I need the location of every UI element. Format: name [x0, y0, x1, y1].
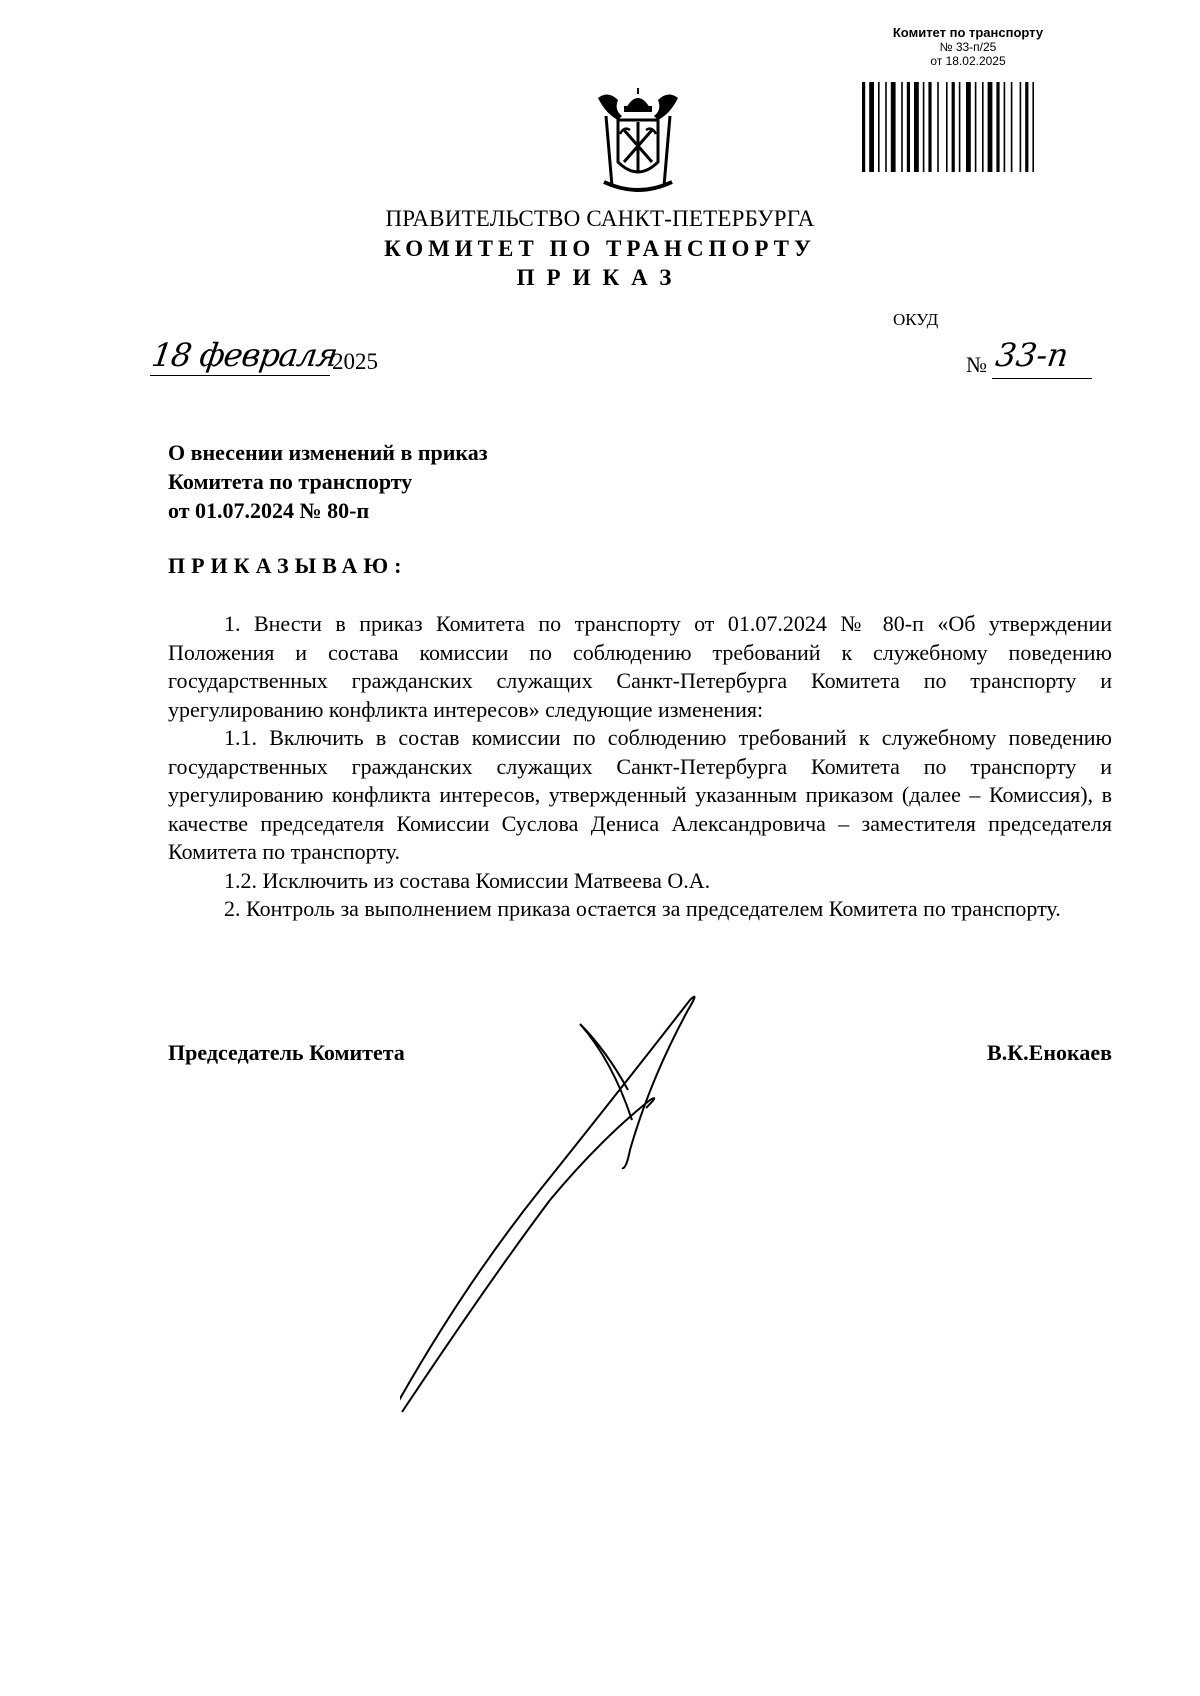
stamp-reg-number: № 33-п/25 — [939, 40, 997, 54]
barcode-bar — [1032, 82, 1034, 172]
coat-of-arms-icon — [588, 86, 688, 198]
barcode-bar — [907, 82, 910, 172]
signatory-name: В.К.Енокаев — [987, 1040, 1112, 1065]
barcode-bar — [928, 82, 931, 172]
government-title: ПРАВИТЕЛЬСТВО САНКТ-ПЕТЕРБУРГА — [385, 206, 815, 231]
document-body — [168, 610, 1112, 924]
order-heading: ПРИКАЗЫВАЮ: — [168, 553, 408, 578]
date-handwritten: 18 февраля — [149, 336, 340, 374]
document-type: ПРИКАЗ — [516, 265, 684, 290]
barcode-bar — [1004, 82, 1006, 172]
subject-line: О внесении изменений в приказ — [168, 440, 488, 465]
paragraph: 2. Контроль за выполнением приказа остается за председателем Комитета по транспорту. — [224, 896, 1061, 921]
barcode-bar — [923, 82, 925, 172]
paragraph: 1.2. Исключить из состава Комиссии Матвеева О.А. — [224, 867, 711, 893]
barcode-bar — [1011, 82, 1013, 172]
barcode-bar — [975, 82, 977, 172]
barcode-bar — [988, 82, 993, 172]
barcode-bar — [966, 82, 971, 172]
committee-title: КОМИТЕТ ПО ТРАНСПОРТУ — [384, 236, 816, 261]
number-handwritten: 33-п — [993, 336, 1071, 374]
barcode-bar — [891, 82, 896, 172]
stamp-org: Комитет по транспорту — [892, 25, 1044, 40]
barcode-bar — [952, 82, 955, 172]
paragraph: 1. Внести в приказ Комитета по транспорту от 01.07.2024 № 80-п «Об утверждении Положения и состава комиссии по соблюдению требований к служебному поведению государственных гражданских служащих Санкт-Петербурга Комитета по транспорту и урегулированию конфликта интересов» следующие изменения: — [168, 611, 1112, 722]
barcode-bar — [1020, 82, 1022, 172]
barcode-bar — [885, 82, 887, 172]
okud-label: ОКУД — [893, 310, 939, 329]
subject-line: Комитета по транспорту — [168, 469, 413, 494]
barcode-bar — [959, 82, 961, 172]
barcode-bar — [901, 82, 903, 172]
barcode-bar — [946, 82, 948, 172]
barcode-bar — [914, 82, 919, 172]
barcode-bar — [878, 82, 880, 172]
barcode — [862, 82, 1066, 172]
date-year: 2025 — [332, 349, 378, 374]
registration-stamp — [868, 26, 1068, 68]
stamp-reg-date: от 18.02.2025 — [930, 54, 1006, 68]
barcode-bar — [862, 82, 865, 172]
handwritten-signature — [400, 990, 760, 1430]
barcode-bar — [869, 82, 874, 172]
barcode-bar — [937, 82, 939, 172]
date-underline — [150, 375, 330, 376]
barcode-bar — [996, 82, 999, 172]
subject-line: от 01.07.2024 № 80-п — [168, 498, 370, 523]
barcode-bar — [982, 82, 984, 172]
number-underline — [992, 378, 1092, 379]
signatory-title: Председатель Комитета — [168, 1040, 405, 1065]
paragraph: 1.1. Включить в состав комиссии по соблюдению требований к служебному поведению государственных гражданских служащих Санкт-Петербурга Комитета по транспорту и урегулированию конфликта интересов, утвержденный указанным приказом (далее – Комиссия), в качестве председателя Комиссии Суслова Дениса Александровича – заместителя председателя Комитета по транспорту. — [168, 725, 1112, 864]
document-subject — [168, 438, 488, 525]
number-label: № — [966, 352, 987, 377]
barcode-bar — [1025, 82, 1028, 172]
